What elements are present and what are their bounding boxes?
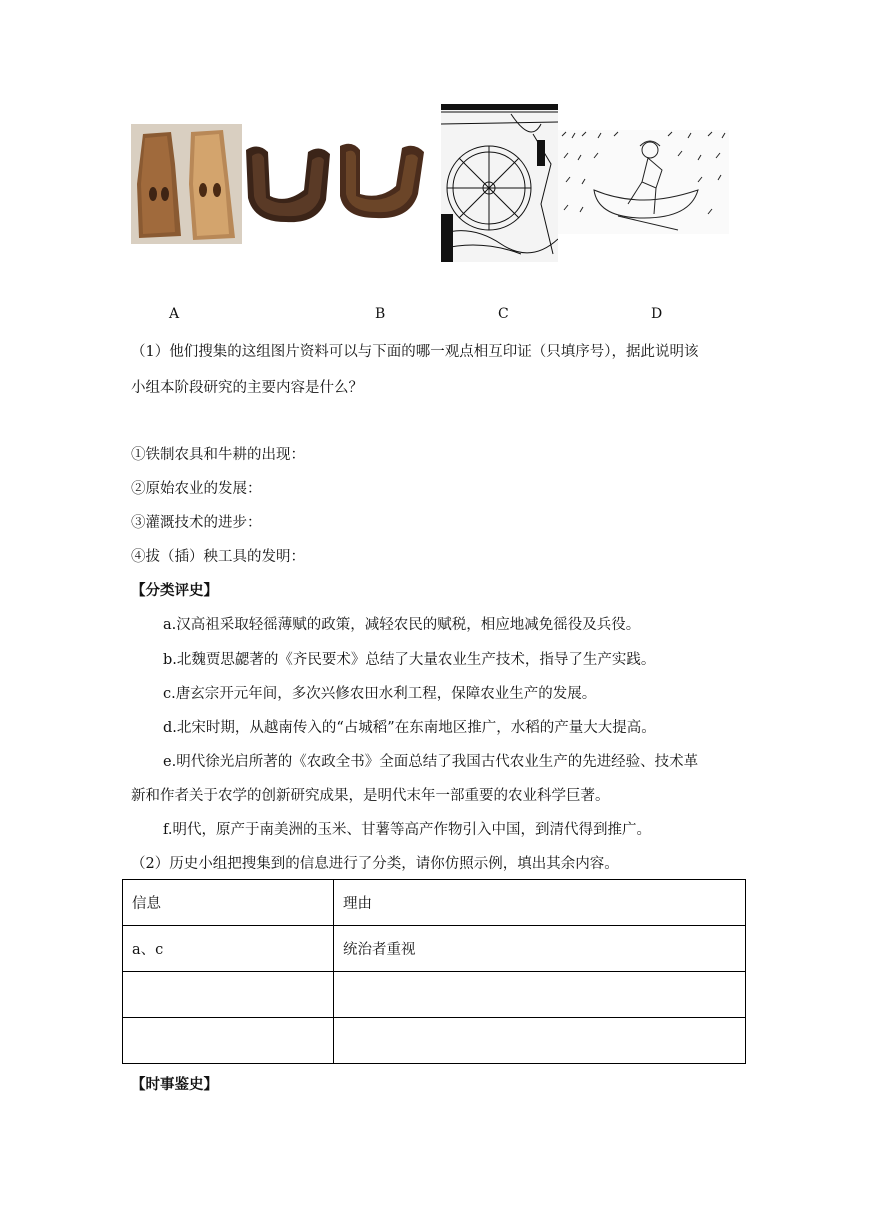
cell-info: a、c — [123, 926, 334, 972]
classification-table — [122, 879, 746, 1064]
question-1-line-1: （1）他们搜集的这组图片资料可以与下面的哪一观点相互印证（只填序号），据此说明该 — [131, 344, 699, 360]
image-label-c: C — [498, 306, 509, 322]
item-b: b.北魏贾思勰著的《齐民要术》总结了大量农业生产技术，指导了生产实践。 — [163, 652, 656, 668]
header-info: 信息 — [123, 880, 334, 926]
item-a: a.汉高祖采取轻徭薄赋的政策，减轻农民的赋税，相应地减免徭役及兵役。 — [163, 617, 641, 633]
item-c: c.唐玄宗开元年间，多次兴修农田水利工程，保障农业生产的发展。 — [163, 686, 597, 702]
option-2: ②原始农业的发展： — [131, 481, 262, 497]
image-label-d: D — [651, 306, 663, 322]
water-wheel-icon — [441, 104, 558, 262]
water-wheel-drawing — [441, 104, 558, 262]
question-1-line-2: 小组本阶段研究的主要内容是什么？ — [131, 380, 363, 396]
table-row — [123, 1018, 746, 1064]
item-d: d.北宋时期，从越南传入的“占城稻”在东南地区推广，水稻的产量大大提高。 — [163, 720, 656, 736]
iron-plough-photo — [242, 138, 435, 228]
cell-info-blank[interactable] — [123, 972, 334, 1018]
rice-seedling-boat-drawing — [558, 130, 729, 234]
header-reason: 理由 — [334, 880, 746, 926]
table-row — [123, 926, 746, 972]
section-heading-current-affairs: 【时事鉴史】 — [131, 1076, 218, 1093]
option-3: ③灌溉技术的进步： — [131, 515, 262, 531]
table-header-row — [123, 880, 746, 926]
image-label-a: A — [169, 306, 180, 322]
image-label-b: B — [375, 306, 386, 322]
table-row — [123, 972, 746, 1018]
bone-spade-icon — [131, 124, 242, 244]
section-heading-classify: 【分类评史】 — [131, 582, 218, 599]
item-f: f.明代，原产于南美洲的玉米、甘薯等高产作物引入中国，到清代得到推广。 — [163, 822, 651, 838]
item-e-line-1: e.明代徐光启所著的《农政全书》全面总结了我国古代农业生产的先进经验、技术革 — [163, 754, 699, 770]
cell-info-blank[interactable] — [123, 1018, 334, 1064]
question-2: （2）历史小组把搜集到的信息进行了分类，请你仿照示例，填出其余内容。 — [131, 856, 619, 872]
cell-reason-blank[interactable] — [334, 1018, 746, 1064]
option-1: ①铁制农具和牛耕的出现： — [131, 447, 305, 463]
bone-spade-photo — [131, 124, 242, 244]
cell-reason-blank[interactable] — [334, 972, 746, 1018]
cell-reason: 统治者重视 — [334, 926, 746, 972]
option-4: ④拔（插）秧工具的发明： — [131, 549, 305, 565]
item-e-line-2: 新和作者关于农学的创新研究成果，是明代末年一部重要的农业科学巨著。 — [131, 788, 610, 804]
iron-plough-icon — [242, 138, 435, 228]
seedling-boat-icon — [558, 130, 729, 234]
